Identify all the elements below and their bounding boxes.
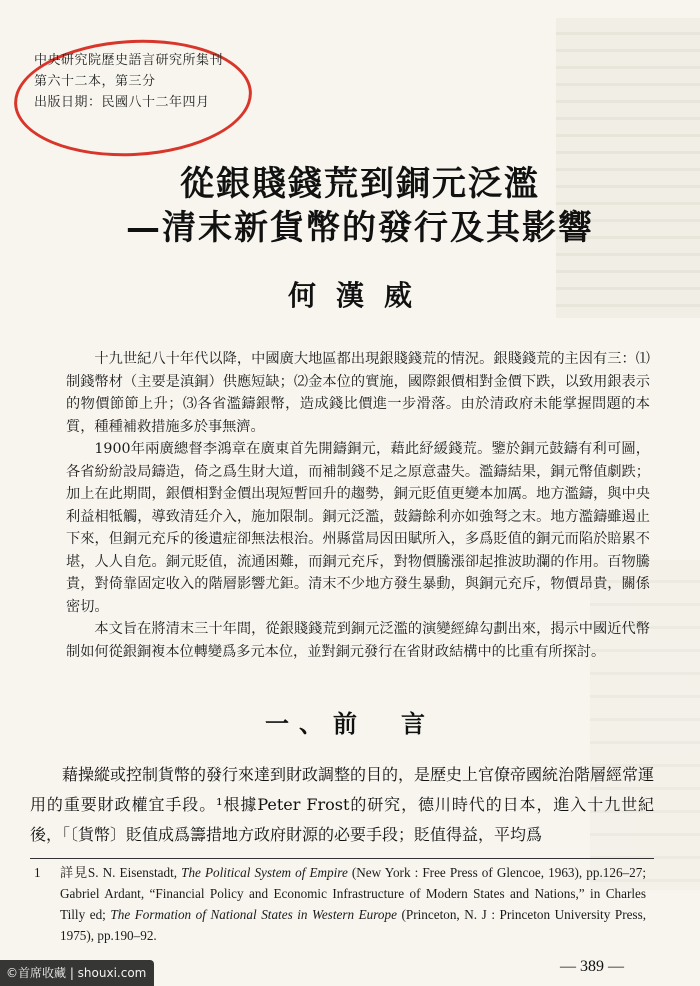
article-title	[80, 162, 640, 250]
body-paragraph: 藉操縱或控制貨幣的發行來達到財政調整的目的，是歷史上官僚帝國統治階層經常運用的重要財政權宜手段。¹根據Peter Frost的研究，德川時代的日本，進入十九世紀後，「〔貨幣〕貶值成爲籌措地方政府財源的必要手段；貶值得益，平均爲	[30, 765, 655, 844]
book-title: The Formation of National States in Western Europe	[110, 907, 397, 922]
journal-name: 中央研究院歷史語言研究所集刊	[34, 53, 224, 68]
footnote-number: 1	[34, 865, 41, 880]
title-line-main: 從銀賤錢荒到銅元泛濫	[180, 164, 540, 204]
book-title: The Political System of Empire	[181, 865, 348, 880]
footnote-divider	[30, 858, 654, 859]
section-heading: 一、前 言	[265, 709, 435, 738]
abstract-paragraph: 本文旨在將清末三十年間，從銀賤錢荒到銅元泛濫的演變經緯勾劃出來，揭示中國近代幣制如何從銀銅複本位轉變爲多元本位，並對銅元發行在省財政結構中的比重有所探討。	[66, 621, 650, 660]
footnote	[30, 862, 646, 946]
footnote-text: 詳見S. N. Eisenstadt, The Political System of Empire (New York : Free Press of Glencoe, 1963), pp.126–27; Gabriel Ardant, “Financial Policy and Economic Infrastructure of Modern States and Nations,” in Charles Tilly ed; The Formation of National States in Western Europe (Princeton, N. J : Princeton University Press, 1975), pp.190–92.	[60, 865, 646, 943]
publication-date: 出版日期：民國八十二年四月	[34, 95, 210, 110]
abstract	[66, 348, 650, 663]
body-text	[30, 760, 654, 850]
page-number: — 389 —	[560, 958, 624, 975]
journal-info	[34, 50, 254, 113]
author-name: 何漢威	[287, 279, 432, 312]
journal-volume: 第六十二本，第三分	[34, 74, 156, 89]
title-line-subtitle: —清末新貨幣的發行及其影響	[126, 208, 594, 248]
abstract-paragraph: 十九世紀八十年代以降，中國廣大地區都出現銀賤錢荒的情況。銀賤錢荒的主因有三：⑴制錢幣材（主要是滇銅）供應短缺；⑵金本位的實施，國際銀價相對金價下跌，以致用銀表示的物價節節上升；⑶各省濫鑄銀幣，造成錢比價進一步滑落。由於清政府未能掌握問題的本質，種種補救措施多於事無濟。	[66, 351, 650, 435]
site-watermark: ©首席收藏 | shouxi.com	[0, 960, 154, 986]
abstract-paragraph: 1900年兩廣總督李鴻章在廣東首先開鑄銅元，藉此紓緩錢荒。鑒於銅元鼓鑄有利可圖，各省紛紛設局鑄造，倚之爲生財大道，而補制錢不足之原意盡失。濫鑄結果，銅元幣值劇跌；加上在此期間，銀價相對金價出現短暫回升的趨勢，銅元貶值更變本加厲。地方濫鑄，與中央利益相牴觸，導致清廷介入，施加限制。銅元泛濫，鼓鑄餘利亦如強弩之末。地方濫鑄雖遏止下來，但銅元充斥的後遺症卻無法根治。州縣當局因田賦所入，多爲貶值的銅元而陷於賠累不堪，人人自危。銅元貶值，流通困難，而銅元充斥，對物價騰漲卻起推波助瀾的作用。百物騰貴，對倚靠固定收入的階層影響尤鉅。清末不少地方發生暴動，與銅元充斥，物價昂貴，關係密切。	[66, 441, 650, 615]
